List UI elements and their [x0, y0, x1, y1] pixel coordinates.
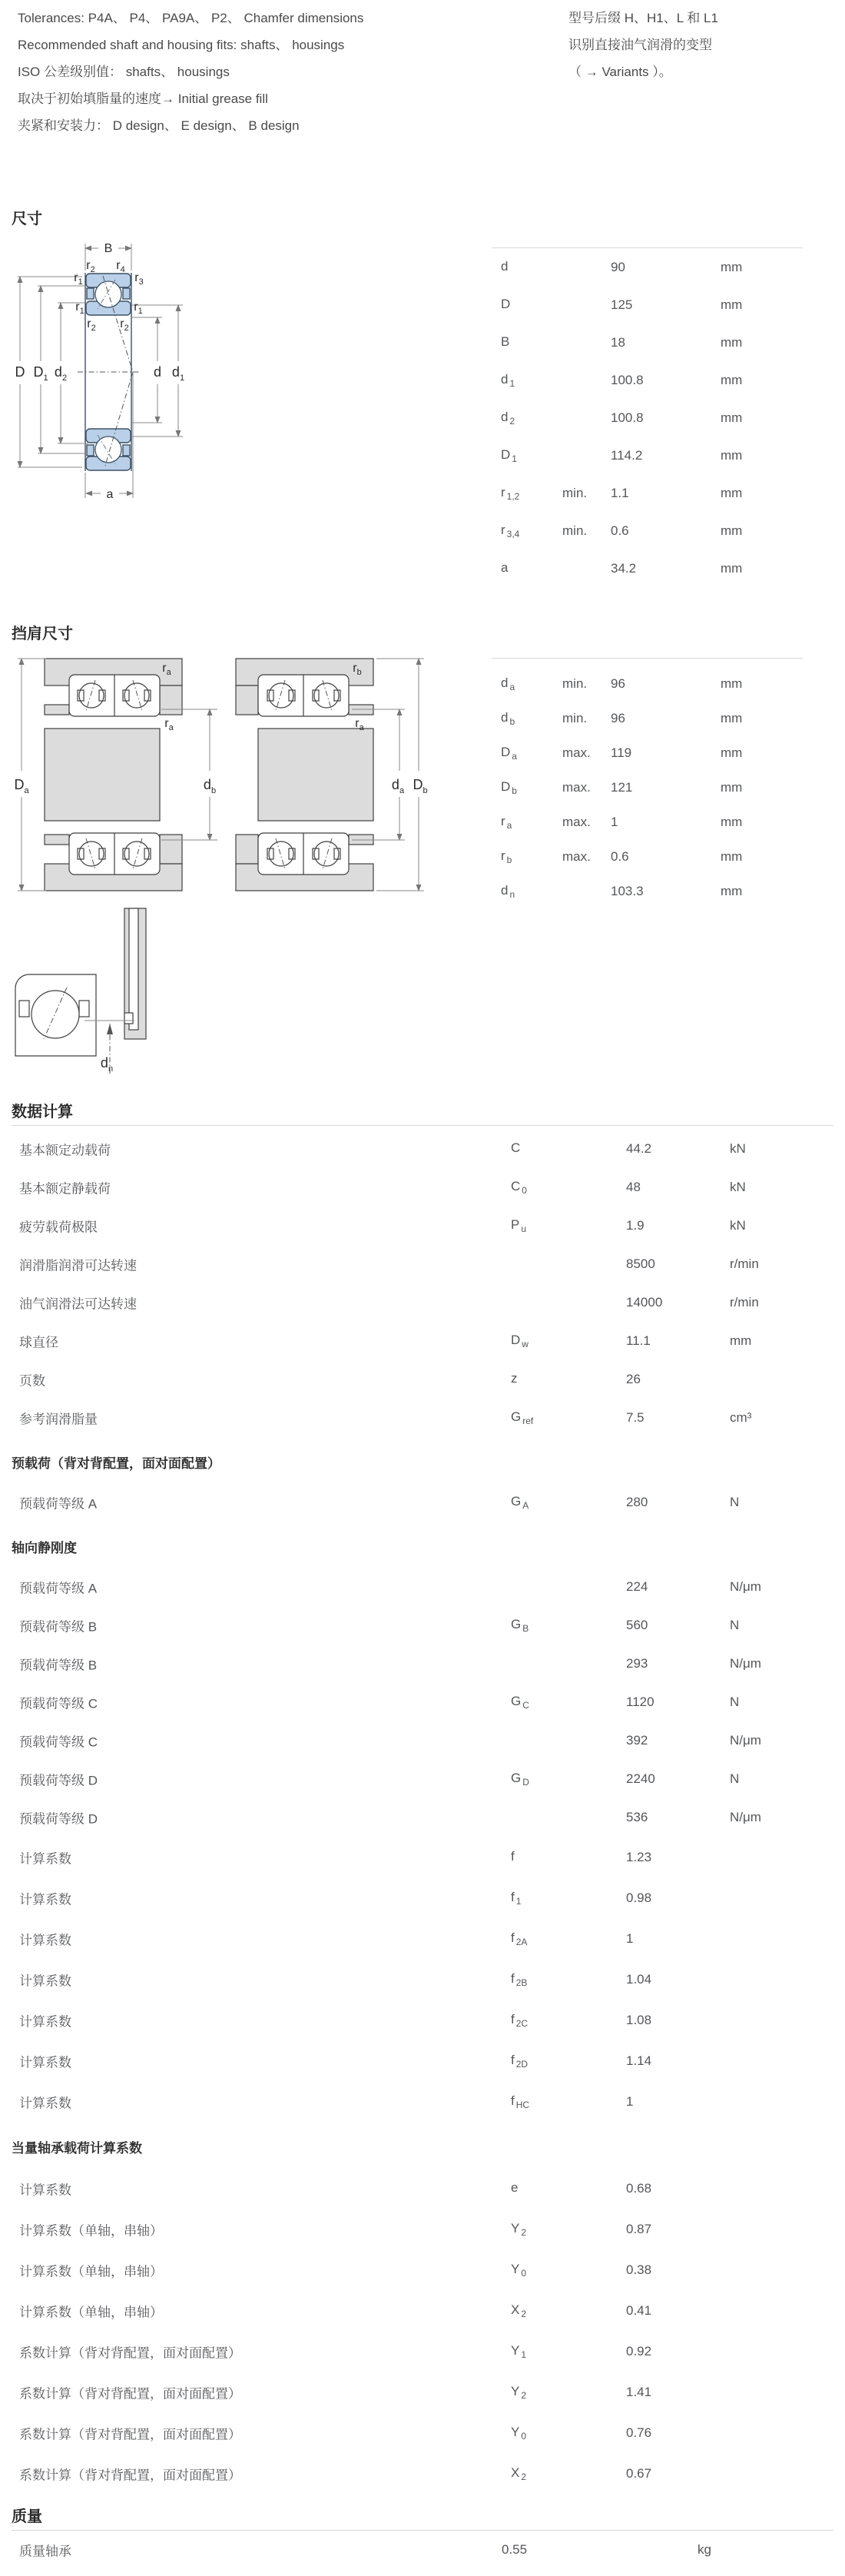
label-cell: 计算系数（单轴，串轴） [19, 2223, 163, 2238]
symbol-cell: r $_{3,4}$ [501, 522, 520, 539]
label-D: D [15, 364, 25, 380]
label-cell: 系数计算（背对背配置，面对面配置） [19, 2345, 241, 2360]
table-row [12, 2040, 833, 2081]
label-r4: $r_4$ [116, 259, 125, 274]
unit-cell: mm [721, 297, 743, 312]
qualifier-cell: min. [562, 710, 588, 725]
symbol-cell: G $_B$ [511, 1616, 529, 1635]
table-row [12, 1245, 833, 1283]
label-cell: 预载荷等级 C [19, 1734, 98, 1750]
value-cell: 1.9 [626, 1218, 645, 1233]
table-row [492, 399, 803, 437]
label-cell: 计算系数 [19, 2014, 71, 2029]
value-cell: 0.6 [611, 848, 629, 864]
label-cell: 预载荷等级 B [19, 1619, 98, 1635]
dimensions-table [492, 247, 803, 587]
unit-cell: kg [698, 2542, 711, 2557]
locknut-drawing [15, 908, 146, 1074]
label-cell: 疲劳载荷极限 [19, 1220, 98, 1235]
value-cell: 280 [626, 1495, 648, 1509]
value-cell: 103.3 [611, 883, 644, 898]
symbol-cell: f [511, 1848, 515, 1864]
label-cell: 页数 [19, 1373, 45, 1389]
table-row [12, 1959, 833, 2000]
label-cell: 系数计算（背对背配置，面对面配置） [19, 2386, 241, 2401]
symbol-cell: G $_{ref}$ [511, 1409, 534, 1427]
table-row [492, 839, 803, 874]
value-cell: 100.8 [611, 372, 644, 387]
table-row [492, 248, 803, 286]
table-row [492, 549, 803, 587]
label-cell: 润滑脂润滑可达转速 [19, 1258, 137, 1273]
table-row [12, 1360, 833, 1399]
symbol-cell: z [511, 1370, 518, 1386]
symbol-cell: Y $_0$ [511, 2424, 527, 2442]
unit-cell: N/μm [730, 1733, 761, 1748]
value-cell: 536 [626, 1810, 648, 1824]
symbol-cell: G $_A$ [511, 1493, 529, 1512]
intro-line: Recommended shaft and housing fits: shafts、 housings [18, 38, 345, 52]
unit-cell: mm [721, 560, 743, 576]
value-cell: 392 [626, 1733, 648, 1748]
unit-cell: r/min [730, 1256, 759, 1271]
label-a: a [106, 488, 114, 501]
value-cell: 119 [611, 745, 632, 760]
symbol-cell: f $_{2C}$ [511, 2011, 529, 2029]
label-cell: 计算系数 [19, 2096, 71, 2110]
value-cell: 1 [611, 814, 618, 829]
calculation-data-section [12, 1100, 833, 2569]
symbol-cell: d $_1$ [501, 371, 515, 389]
table-row [12, 1918, 833, 1959]
value-cell: 0.68 [626, 2180, 652, 2196]
symbol-cell: G $_D$ [511, 1770, 529, 1788]
value-cell: 1 [626, 2093, 634, 2109]
unit-cell: mm [730, 1333, 752, 1348]
label-r1: $r_1$ [75, 300, 84, 316]
symbol-cell: d $_n$ [501, 882, 515, 900]
symbol-cell: f $_{2B}$ [511, 1970, 528, 1988]
table-row [12, 2081, 833, 2122]
unit-cell: mm [721, 523, 743, 538]
label-rb: $r_b$ [353, 662, 362, 677]
symbol-cell: r $_a$ [501, 813, 512, 831]
table-row [12, 1283, 833, 1322]
value-cell: 1120 [626, 1695, 654, 1709]
symbol-cell: d [501, 258, 509, 274]
table-row [12, 1683, 833, 1721]
table-row [12, 2331, 833, 2372]
intro-left-column [18, 5, 509, 139]
unit-cell: kN [730, 1180, 746, 1194]
calc-group-stiffness [12, 1568, 833, 1837]
label-cell: 预载荷等级 D [19, 1811, 98, 1827]
intro-line: （ → Variants ）。 [568, 65, 672, 79]
label-cell: 预载荷等级 D [19, 1773, 98, 1788]
abutment-dimensions-drawing [12, 652, 430, 1080]
section-title-calculation: 数据计算 [12, 1100, 833, 1126]
label-db: $d_b$ [203, 777, 217, 795]
symbol-cell: G $_C$ [511, 1693, 529, 1711]
symbol-cell [511, 1578, 512, 1595]
bearing-cross-section-drawing [12, 240, 188, 586]
unit-cell: mm [721, 334, 743, 350]
table-row [492, 874, 803, 908]
symbol-cell: C [511, 1140, 521, 1155]
label-r2: $r_2$ [86, 259, 95, 274]
unit-cell: mm [721, 447, 743, 463]
symbol-cell: a [501, 559, 509, 575]
section-title-mass: 质量 [12, 2505, 833, 2531]
label-D1: $D_1$ [33, 364, 48, 383]
unit-cell: N [730, 1618, 740, 1632]
label-cell: 基本额定动载荷 [19, 1143, 111, 1158]
value-cell: 125 [611, 297, 633, 312]
table-row [12, 1837, 833, 1877]
table-row [12, 1798, 833, 1837]
value-cell: 0.55 [502, 2542, 528, 2557]
symbol-cell: d $_b$ [501, 709, 515, 727]
symbol-cell [511, 1294, 512, 1311]
value-cell: 48 [626, 1180, 641, 1194]
calc-group-equivalent-load [12, 2168, 833, 2494]
symbol-cell: C $_0$ [511, 1178, 527, 1197]
value-cell: 14000 [626, 1295, 663, 1310]
value-cell: 96 [611, 676, 625, 691]
table-row [492, 805, 803, 839]
table-row [492, 474, 803, 512]
table-row [492, 512, 803, 549]
symbol-cell [511, 1655, 512, 1672]
value-cell: 100.8 [611, 410, 644, 425]
value-cell: 1.1 [611, 485, 629, 500]
value-cell: 0.67 [626, 2465, 652, 2481]
unit-cell: mm [721, 848, 743, 864]
subsection-heading-axial-stiffness: 轴向静刚度 [12, 1541, 77, 1555]
table-row [12, 1721, 833, 1760]
table-row [12, 2453, 833, 2494]
value-cell: 0.92 [626, 2343, 652, 2359]
qualifier-cell: max. [562, 814, 591, 829]
subsection-heading-preload: 预载荷（背对背配置，面对面配置） [12, 1456, 220, 1471]
symbol-cell: d $_a$ [501, 675, 515, 692]
symbol-cell: f $_1$ [511, 1889, 522, 1907]
value-cell: 2240 [626, 1771, 655, 1786]
intro-line: 识别直接油气润滑的变型 [568, 38, 712, 52]
table-row [12, 2290, 833, 2331]
table-row [492, 735, 803, 770]
unit-cell: mm [721, 410, 743, 425]
value-cell: 8500 [626, 1256, 655, 1271]
label-cell: 预载荷等级 C [19, 1696, 98, 1711]
section-title-dimensions: 尺寸 [12, 211, 42, 227]
table-row [12, 2412, 833, 2453]
label-d2: $d_2$ [54, 364, 68, 383]
unit-cell: kN [730, 1218, 746, 1233]
value-cell: 224 [626, 1579, 648, 1594]
abutment-table [492, 658, 803, 908]
table-row [492, 666, 803, 701]
table-row [492, 437, 803, 474]
label-cell: 计算系数 [19, 1892, 71, 1907]
label-Db: $D_b$ [413, 777, 428, 795]
symbol-cell: Y $_2$ [511, 2220, 527, 2238]
table-row [12, 2209, 833, 2249]
symbol-cell: r $_b$ [501, 848, 512, 865]
label-Da: $D_a$ [14, 777, 29, 795]
unit-cell: mm [721, 485, 743, 500]
table-row [492, 361, 803, 399]
label-cell: 预载荷等级 A [19, 1581, 98, 1596]
label-cell: 系数计算（背对背配置，面对面配置） [19, 2468, 241, 2482]
value-cell: 1 [626, 1930, 634, 1946]
label-ra: $r_a$ [164, 717, 174, 732]
table-row [12, 1877, 833, 1918]
symbol-cell: D [501, 296, 511, 311]
unit-cell: mm [721, 676, 743, 691]
symbol-cell: Y $_1$ [511, 2342, 527, 2360]
qualifier-cell: min. [562, 485, 588, 500]
symbol-cell: D $_1$ [501, 446, 517, 464]
value-cell: 1.41 [626, 2384, 652, 2399]
mass-row [12, 2531, 833, 2569]
value-cell: 114.2 [611, 447, 643, 463]
symbol-cell: X $_2$ [511, 2465, 527, 2482]
label-cell: 计算系数 [19, 2183, 71, 2197]
unit-cell: mm [721, 883, 743, 898]
value-cell: 1.08 [626, 2012, 652, 2027]
unit-cell: mm [721, 372, 743, 387]
table-row [12, 1606, 833, 1645]
symbol-cell: r $_{1,2}$ [501, 484, 520, 502]
calc-group-factors [12, 1837, 833, 2122]
symbol-cell: D $_b$ [501, 778, 517, 796]
label-cell: 油气润滑法可达转速 [19, 1296, 137, 1312]
label-r3: $r_3$ [134, 271, 144, 287]
unit-cell: N/μm [730, 1579, 761, 1594]
table-row [492, 324, 803, 361]
calc-group-basic [12, 1130, 833, 1437]
label-cell: 计算系数（单轴，串轴） [19, 2264, 163, 2279]
table-row [12, 1568, 833, 1606]
label-cell: 计算系数 [19, 1851, 71, 1866]
qualifier-cell: max. [562, 779, 591, 795]
symbol-cell: D $_a$ [501, 744, 517, 762]
unit-cell: r/min [730, 1295, 759, 1310]
label-ra: $r_a$ [355, 717, 364, 732]
symbol-cell [511, 1732, 512, 1749]
intro-line: Tolerances: P4A、 P4、 PA9A、 P2、 Chamfer dimensions [18, 11, 364, 25]
label-r1: $r_1$ [74, 271, 83, 287]
label-cell: 计算系数 [19, 1933, 71, 1947]
value-cell: 0.38 [626, 2262, 652, 2277]
symbol-cell: P $_u$ [511, 1217, 527, 1235]
symbol-cell: f $_{2A}$ [511, 1930, 528, 1947]
unit-cell: N/μm [730, 1810, 761, 1824]
table-row [12, 1207, 833, 1245]
symbol-cell [511, 1809, 512, 1826]
label-cell: 球直径 [19, 1335, 58, 1350]
unit-cell: mm [721, 259, 743, 274]
table-row [12, 1399, 833, 1437]
label-cell: 系数计算（背对背配置，面对面配置） [19, 2427, 241, 2442]
label-da: $d_a$ [391, 777, 405, 795]
label-cell: 参考润滑脂量 [19, 1412, 98, 1427]
value-cell: 0.87 [626, 2221, 652, 2236]
unit-cell: N/μm [730, 1656, 761, 1671]
symbol-cell: f $_{HC}$ [511, 2093, 530, 2110]
label-cell: 基本额定静载荷 [19, 1181, 111, 1197]
value-cell: 1.04 [626, 1971, 652, 1987]
label-ra: $r_a$ [162, 662, 171, 677]
unit-cell: cm³ [730, 1410, 752, 1425]
intro-line: 取决于初始填脂量的速度→ Initial grease fill [18, 91, 268, 106]
intro-right-column [568, 5, 837, 85]
symbol-cell: D $_w$ [511, 1332, 529, 1350]
label-B: B [104, 242, 113, 255]
label-d: d [153, 364, 162, 380]
table-row [12, 1130, 833, 1168]
intro-line: ISO 公差级别值： shafts、 housings [18, 65, 230, 79]
unit-cell: N [730, 1771, 740, 1786]
label-cell: 质量轴承 [19, 2544, 71, 2559]
unit-cell: N [730, 1495, 740, 1509]
value-cell: 1.14 [626, 2053, 652, 2068]
symbol-cell: Y $_2$ [511, 2383, 527, 2401]
symbol-cell: e [511, 2179, 519, 2195]
intro-line: 夹紧和安装力： D design、 E design、 B design [18, 118, 300, 133]
value-cell: 0.98 [626, 1890, 652, 1905]
table-row [492, 701, 803, 735]
symbol-cell: X $_2$ [511, 2302, 527, 2319]
table-row [12, 1645, 833, 1683]
value-cell: 560 [626, 1618, 648, 1632]
unit-cell: kN [730, 1141, 746, 1156]
symbol-cell: Y $_0$ [511, 2261, 527, 2279]
label-cell: 计算系数（单轴，串轴） [19, 2305, 163, 2319]
label-dn: $d_n$ [100, 1055, 114, 1074]
unit-cell: mm [721, 779, 743, 795]
value-cell: 0.76 [626, 2425, 652, 2440]
symbol-cell: f $_{2D}$ [511, 2052, 529, 2070]
unit-cell: mm [721, 710, 743, 725]
symbol-cell [511, 1256, 512, 1273]
label-r1: $r_1$ [134, 300, 143, 316]
value-cell: 34.2 [611, 560, 637, 576]
table-row [12, 2168, 833, 2209]
symbol-cell: d $_2$ [501, 409, 515, 427]
qualifier-cell: min. [562, 523, 588, 538]
unit-cell: N [730, 1695, 740, 1709]
qualifier-cell: max. [562, 848, 591, 864]
calc-group-preload [12, 1483, 833, 1522]
value-cell: 293 [626, 1656, 648, 1671]
subsection-heading-equivalent-load: 当量轴承载荷计算系数 [12, 2141, 142, 2156]
label-r2: $r_2$ [87, 317, 96, 333]
table-row [492, 286, 803, 324]
intro-line: 型号后缀 H、H1、L 和 L1 [568, 11, 718, 25]
value-cell: 121 [611, 779, 633, 795]
value-cell: 90 [611, 259, 625, 274]
unit-cell: mm [721, 814, 743, 829]
table-row [12, 2000, 833, 2040]
table-row [12, 2249, 833, 2290]
label-d1: $d_1$ [171, 364, 185, 383]
value-cell: 0.6 [611, 523, 629, 538]
qualifier-cell: min. [562, 676, 588, 691]
label-r2: $r_2$ [120, 317, 129, 333]
table-row [12, 1168, 833, 1207]
value-cell: 0.41 [626, 2302, 652, 2318]
value-cell: 11.1 [626, 1333, 651, 1348]
table-row [12, 1322, 833, 1360]
assembly-left [45, 659, 182, 891]
value-cell: 44.2 [626, 1141, 652, 1156]
table-row [12, 1760, 833, 1798]
qualifier-cell: max. [562, 745, 591, 760]
table-row [12, 2372, 833, 2412]
label-cell: 计算系数 [19, 2055, 71, 2070]
table-row [492, 770, 803, 805]
value-cell: 96 [611, 710, 625, 725]
section-title-abutment: 挡肩尺寸 [12, 626, 73, 642]
value-cell: 18 [611, 334, 625, 350]
label-cell: 计算系数 [19, 1973, 71, 1988]
label-cell: 预载荷等级 A [19, 1496, 98, 1512]
value-cell: 26 [626, 1372, 641, 1386]
unit-cell: mm [721, 745, 743, 760]
value-cell: 1.23 [626, 1849, 652, 1864]
table-row [12, 1483, 833, 1522]
symbol-cell: B [501, 334, 510, 349]
value-cell: 7.5 [626, 1410, 645, 1425]
label-cell: 预载荷等级 B [19, 1658, 98, 1673]
assembly-right [236, 659, 373, 891]
